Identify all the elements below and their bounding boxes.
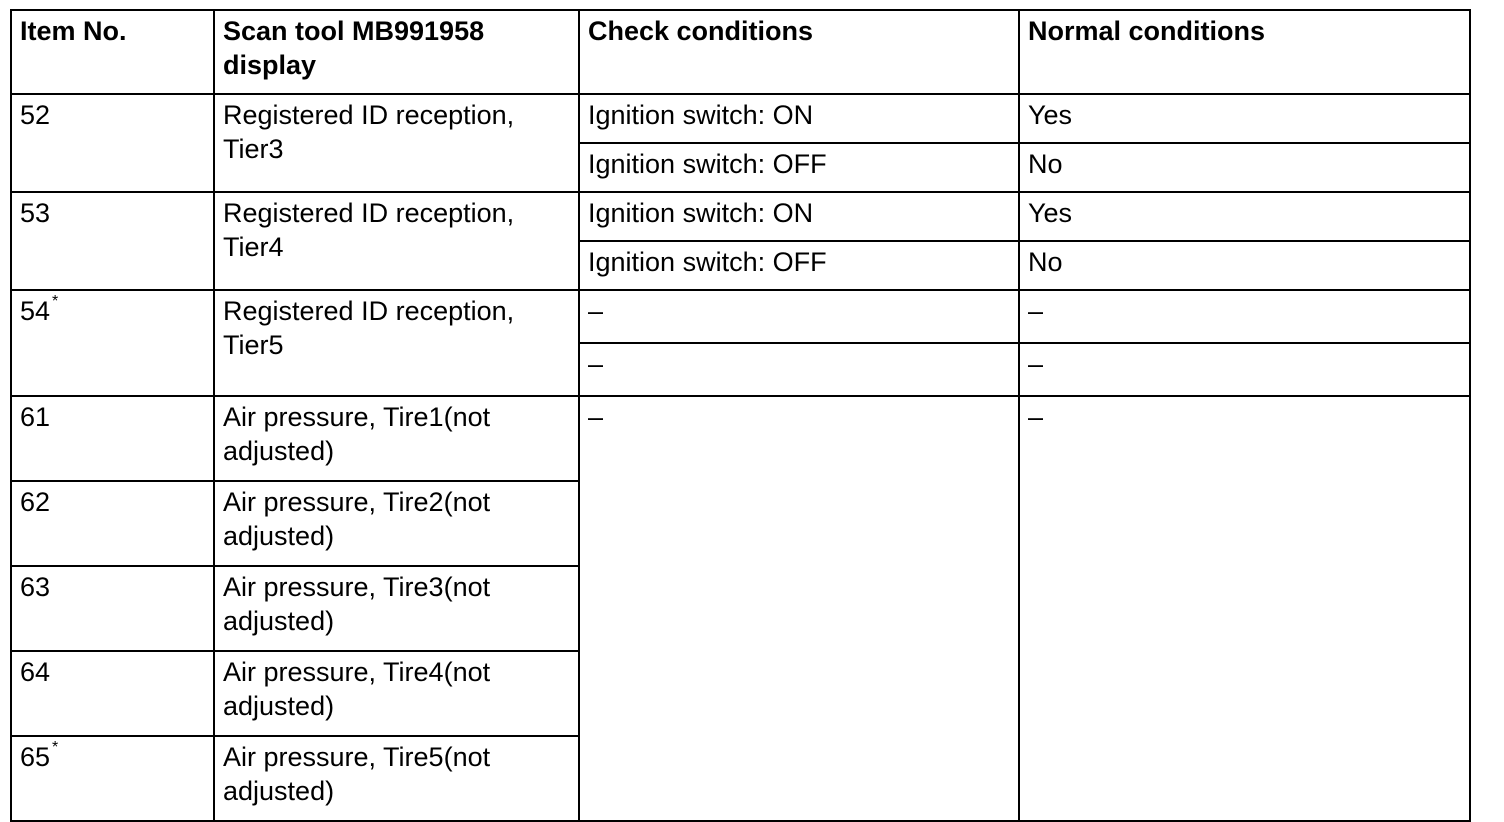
check-condition-cell: – [579, 290, 1019, 343]
table-row [11, 192, 1470, 241]
item-number-cell [11, 566, 214, 651]
display-name-cell: Air pressure, Tire4(not adjusted) [214, 651, 579, 736]
check-condition-cell: Ignition switch: OFF [579, 241, 1019, 290]
header-normal-conditions: Normal conditions [1019, 10, 1470, 94]
item-number-cell [11, 192, 214, 290]
item-number-cell [11, 290, 214, 396]
item-number-cell [11, 396, 214, 481]
item-number: 52 [20, 100, 51, 130]
display-name-cell: Registered ID reception, Tier5 [214, 290, 579, 396]
header-item-no: Item No. [11, 10, 214, 94]
normal-condition-cell: Yes [1019, 192, 1470, 241]
header-check-conditions: Check conditions [579, 10, 1019, 94]
footnote-mark: * [52, 739, 59, 756]
item-number: 62 [20, 487, 51, 517]
item-number: 54 [20, 296, 51, 326]
table-row [11, 396, 1470, 481]
display-name-cell: Air pressure, Tire2(not adjusted) [214, 481, 579, 566]
table-row [11, 94, 1470, 143]
normal-condition-cell: No [1019, 143, 1470, 192]
item-number-cell [11, 94, 214, 192]
item-number: 61 [20, 402, 51, 432]
item-number: 63 [20, 572, 51, 602]
item-number-cell [11, 481, 214, 566]
normal-condition-cell: Yes [1019, 94, 1470, 143]
normal-condition-cell: – [1019, 290, 1470, 343]
check-condition-cell: – [579, 396, 1019, 821]
check-condition-cell: – [579, 343, 1019, 396]
display-name-cell: Registered ID reception, Tier4 [214, 192, 579, 290]
check-condition-cell: Ignition switch: OFF [579, 143, 1019, 192]
normal-condition-cell: No [1019, 241, 1470, 290]
item-number: 65 [20, 742, 51, 772]
header-scan-tool-display: Scan tool MB991958 display [214, 10, 579, 94]
item-number: 53 [20, 198, 51, 228]
item-number-cell [11, 651, 214, 736]
header-row [11, 10, 1470, 94]
display-name-cell: Air pressure, Tire3(not adjusted) [214, 566, 579, 651]
check-condition-cell: Ignition switch: ON [579, 192, 1019, 241]
item-number: 64 [20, 657, 51, 687]
normal-condition-cell: – [1019, 343, 1470, 396]
display-name-cell: Air pressure, Tire5(not adjusted) [214, 736, 579, 821]
table-row [11, 290, 1470, 343]
display-name-cell: Air pressure, Tire1(not adjusted) [214, 396, 579, 481]
check-condition-cell: Ignition switch: ON [579, 94, 1019, 143]
data-list-table [10, 9, 1471, 822]
display-name-cell: Registered ID reception, Tier3 [214, 94, 579, 192]
item-number-cell [11, 736, 214, 821]
footnote-mark: * [52, 293, 59, 310]
normal-condition-cell: – [1019, 396, 1470, 821]
